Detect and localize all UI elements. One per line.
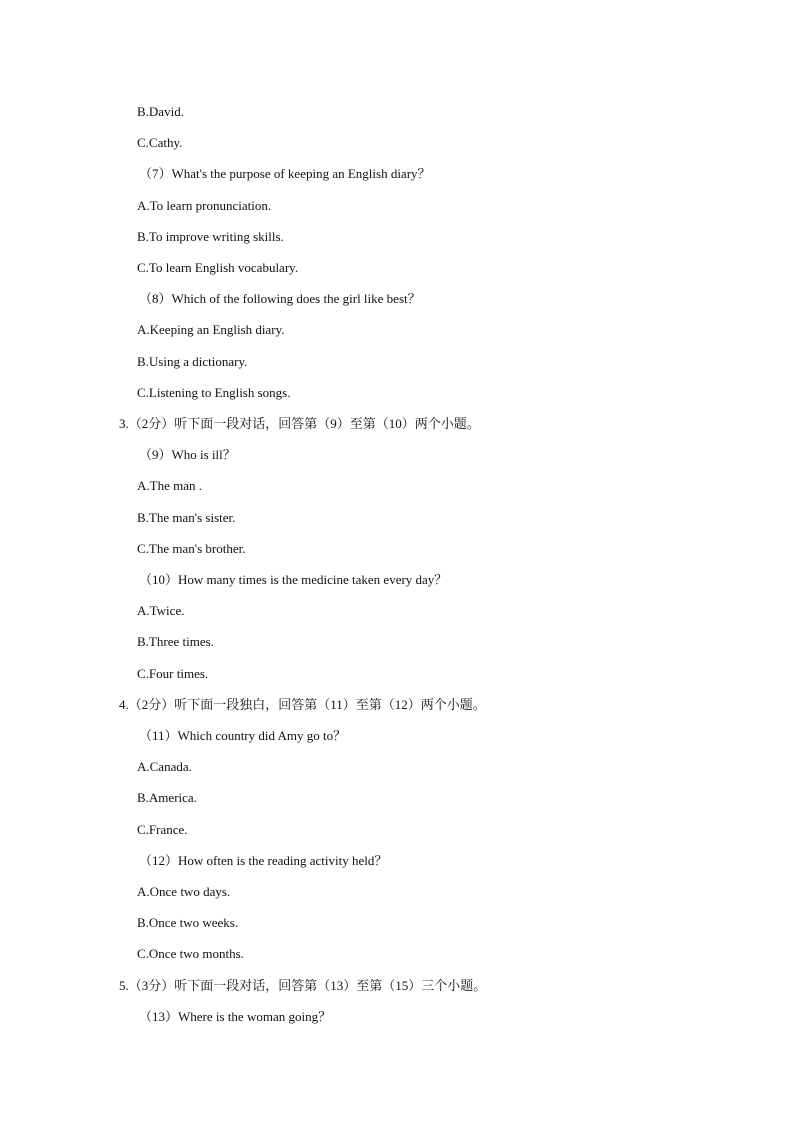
answer-option: B.America. bbox=[137, 790, 197, 805]
answer-option: C.France. bbox=[137, 822, 188, 837]
question-line: （10）How many times is the medicine taken every day？ bbox=[139, 572, 448, 587]
answer-option: C.Four times. bbox=[137, 666, 209, 681]
answer-option: B.Using a dictionary. bbox=[137, 354, 248, 369]
question-line: （13）Where is the woman going？ bbox=[139, 1009, 332, 1024]
answer-option: C.To learn English vocabulary. bbox=[137, 260, 299, 275]
question-line: （8）Which of the following does the girl like best？ bbox=[139, 291, 421, 306]
section-heading: 3.（2分）听下面一段对话，回答第（9）至第（10）两个小题。 bbox=[119, 416, 480, 431]
answer-option: C.Listening to English songs. bbox=[137, 385, 291, 400]
answer-option: A.Canada. bbox=[137, 759, 192, 774]
section-heading: 5.（3分）听下面一段对话，回答第（13）至第（15）三个小题。 bbox=[119, 978, 487, 993]
answer-option: B.To improve writing skills. bbox=[137, 229, 284, 244]
question-line: （9）Who is ill？ bbox=[139, 447, 236, 462]
answer-option: B.Once two weeks. bbox=[137, 915, 239, 930]
question-line: （12）How often is the reading activity held？ bbox=[139, 853, 388, 868]
answer-option: C.Cathy. bbox=[137, 135, 183, 150]
answer-option: B.The man's sister. bbox=[137, 510, 236, 525]
answer-option: B.David. bbox=[137, 104, 184, 119]
answer-option: C.The man's brother. bbox=[137, 541, 246, 556]
answer-option: B.Three times. bbox=[137, 634, 214, 649]
section-heading: 4.（2分）听下面一段独白，回答第（11）至第（12）两个小题。 bbox=[119, 697, 486, 712]
answer-option: A.The man . bbox=[137, 478, 202, 493]
answer-option: A.To learn pronunciation. bbox=[137, 198, 272, 213]
answer-option: A.Once two days. bbox=[137, 884, 231, 899]
question-line: （7）What's the purpose of keeping an English diary？ bbox=[139, 166, 431, 181]
answer-option: A.Twice. bbox=[137, 603, 185, 618]
answer-option: A.Keeping an English diary. bbox=[137, 322, 285, 337]
question-line: （11）Which country did Amy go to？ bbox=[139, 728, 347, 743]
answer-option: C.Once two months. bbox=[137, 946, 244, 961]
